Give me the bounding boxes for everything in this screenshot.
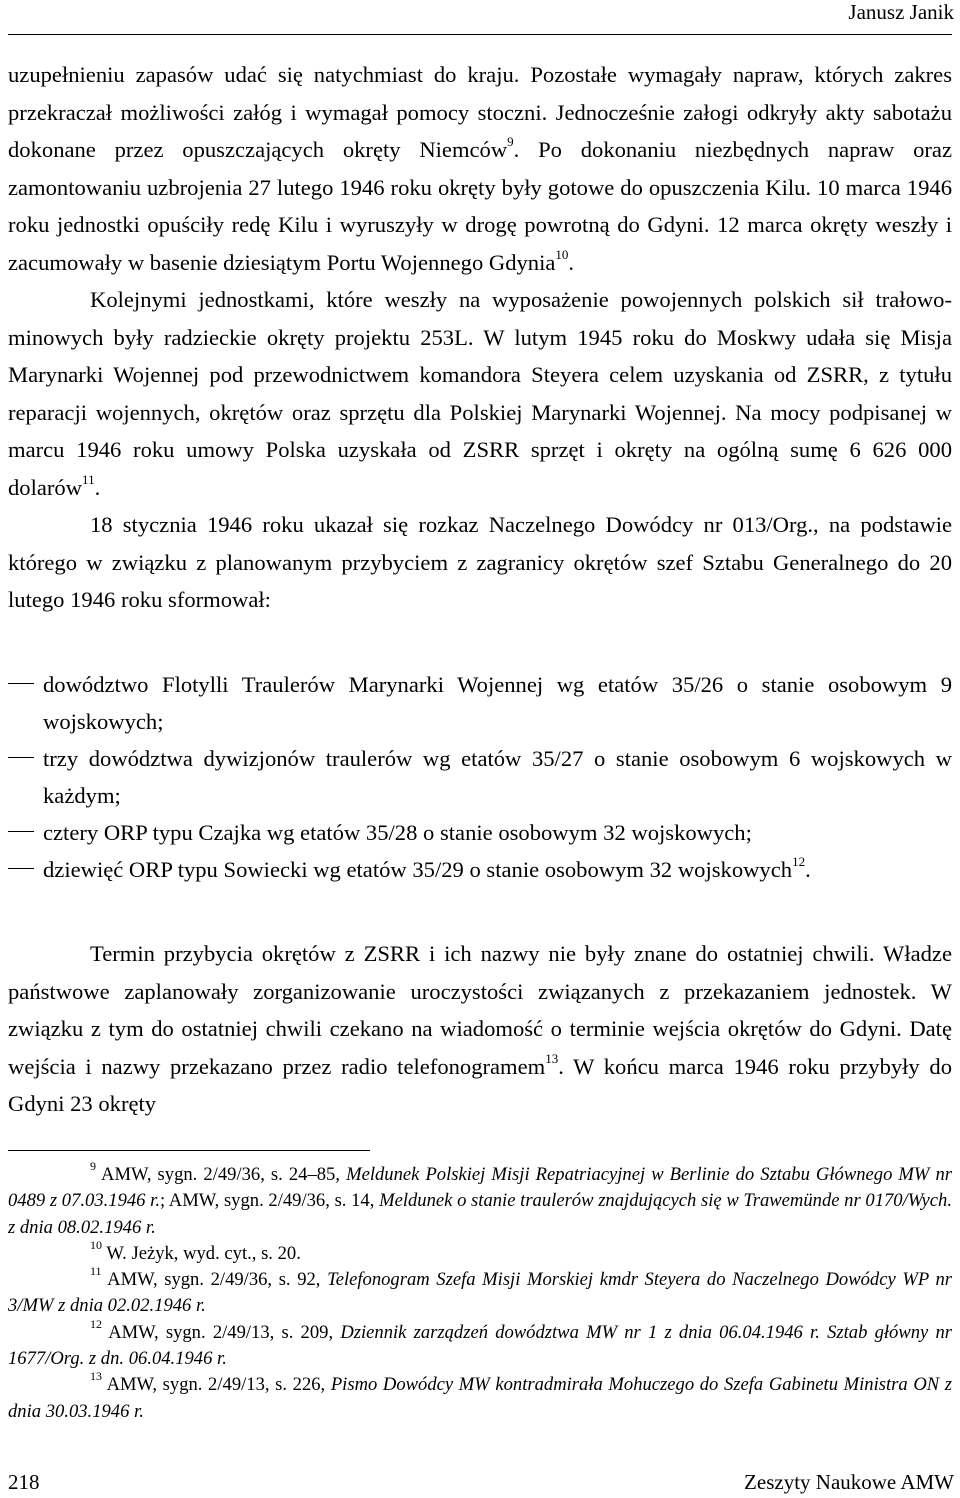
footnote-number: 11: [90, 1264, 102, 1278]
paragraph-1-part-c: .: [568, 249, 575, 275]
footnote-ref-12[interactable]: 12: [792, 854, 806, 870]
footnote-ref-11[interactable]: 11: [82, 471, 95, 487]
footnotes: [8, 1158, 953, 1425]
list-item-end: .: [805, 857, 811, 882]
list-item-text: dziewięć ORP typu Sowiecki wg etatów 35/29 o stanie osobowym 32 wojskowych: [43, 857, 793, 882]
list-dash: [8, 757, 34, 758]
paragraph-3: 18 stycznia 1946 roku ukazał się rozkaz Naczelnego Dowódcy nr 013/Org., na podstawie którego w związku z planowanym przybyciem z zagranicy okrętów szef Sztabu Generalnego do 20 lutego 1946 roku sformował:: [8, 512, 952, 612]
paragraph-2-part-b: .: [94, 474, 101, 500]
footnote-title: Dziennik zarządzeń dowództwa MW nr 1 z dnia 06.04.1946 r. Sztab główny nr 1677/Org. z dn. 06.04.1946 r.: [8, 1321, 953, 1370]
unit-list: [8, 666, 952, 888]
body-text-bottom: [8, 935, 952, 1123]
footnote-title: Pismo Dowódcy MW kontradmirała Mohuczego do Szefa Gabinetu Ministra ON z dnia 30.03.1946 r.: [8, 1374, 952, 1422]
footnote-source-2: ; AMW, sygn. 2/49/36, s. 14,: [159, 1190, 380, 1212]
footnote-ref-10[interactable]: 10: [555, 246, 569, 262]
footnote-source: AMW, sygn. 2/49/36, s. 24–85,: [101, 1164, 347, 1185]
paragraph-1: [8, 56, 952, 281]
list-dash: [8, 868, 34, 869]
running-header-author: Janusz Janik: [848, 0, 954, 24]
paragraph-4: [8, 935, 952, 1123]
footnote-12: [8, 1316, 953, 1373]
body-text-top: [8, 56, 952, 619]
footnote-11: [8, 1264, 952, 1320]
footnote-ref-9[interactable]: 9: [507, 134, 514, 150]
paragraph-4-part-b: . W końcu marca 1946 roku przybyły do Gdyni 23 okręty: [8, 1053, 952, 1116]
list-item-text: trzy dowództwa dywizjonów traulerów wg etatów 35/27 o stanie osobowym 6 wojskowych w każdym;: [43, 746, 952, 808]
list-item-text: dowództwo Flotylli Traulerów Marynarki Wojennej wg etatów 35/26 o stanie osobowym 9 wojskowych;: [43, 672, 952, 734]
list-item: [8, 666, 952, 740]
footnote-10: [8, 1237, 952, 1267]
footnote-source: AMW, sygn. 2/49/36, s. 92,: [107, 1269, 328, 1291]
paragraph-4-part-a: Termin przybycia okrętów z ZSRR i ich nazwy nie były znane do ostatniej chwili. Władze państwowe zaplanowały zorganizowanie uroczystości związanych z przekazaniem jednostek. W związku z tym do ostatniej chwili czekano na wiadomość o terminie wejścia okrętów do Gdyni. Datę wejścia i nazwy przekazano przez radio telefonogramem: [8, 941, 952, 1079]
footnote-title: Telefonogram Szefa Misji Morskiej kmdr Steyera do Naczelnego Dowódcy WP nr 3/MW z dnia 02.02.1946 r.: [8, 1269, 952, 1317]
footnote-9: [8, 1158, 953, 1241]
list-item: [8, 851, 952, 888]
footnote-number: 10: [90, 1237, 102, 1252]
paragraph-1-part-a: uzupełnieniu zapasów udać się natychmiast do kraju. Pozostałe wymagały napraw, których zakres przekraczał możliwości załóg i wymagał pomocy stoczni. Jednocześnie załogi odkryły akty sabotażu dokonane przez opuszczających okręty Niemców: [8, 62, 952, 162]
footnote-number: 9: [90, 1158, 96, 1173]
list-item: [8, 740, 952, 814]
footnote-ref-13[interactable]: 13: [545, 1050, 559, 1066]
list-item: [8, 814, 952, 851]
paragraph-2-part-a: Kolejnymi jednostkami, które weszły na wyposażenie powojennych polskich sił trałowo-minowych były radzieckie okręty projektu 253L. W lutym 1945 roku do Moskwy udała się Misja Marynarki Wojennej pod przewodnictwem komandora Steyera celem uzyskania od ZSRR, z tytułu reparacji wojennych, okrętów oraz sprzętu dla Polskiej Marynarki Wojennej. Na mocy podpisanej w marcu 1946 roku umowy Polska uzyskała od ZSRR sprzęt i okręty na ogólną sumę 6 626 000 dolarów: [8, 287, 952, 500]
footnote-number: 13: [90, 1369, 102, 1384]
footnote-source: W. Jeżyk, wyd. cyt., s. 20.: [106, 1242, 301, 1264]
footnote-13: [8, 1369, 952, 1425]
list-item-text: cztery ORP typu Czajka wg etatów 35/28 o stanie osobowym 32 wojskowych;: [43, 820, 752, 845]
footnote-source: AMW, sygn. 2/49/13, s. 209,: [108, 1321, 341, 1343]
page-number: 218: [8, 1470, 40, 1494]
footnote-number: 12: [90, 1316, 102, 1331]
paragraph-2: [8, 281, 952, 506]
paragraph-1-part-b: . Po dokonaniu niezbędnych napraw oraz zamontowaniu uzbrojenia 27 lutego 1946 roku okręty były gotowe do opuszczenia Kilu. 10 marca 1946 roku jednostki opuściły redę Kilu i wyruszyły w drogę powrotną do Gdyni. 12 marca okręty weszły i zacumowały w basenie dziesiątym Portu Wojennego Gdynia: [8, 137, 952, 275]
footnote-source: AMW, sygn. 2/49/13, s. 226,: [106, 1374, 331, 1396]
footnote-title-2: Meldunek o stanie traulerów znajdujących się w Trawemünde nr 0170/Wych. z dnia 08.02.1946 r.: [8, 1190, 952, 1238]
list-dash: [8, 683, 34, 684]
list-dash: [8, 831, 34, 832]
journal-name: Zeszyty Naukowe AMW: [744, 1470, 954, 1494]
footnote-separator: [8, 1150, 370, 1151]
footnote-title: Meldunek Polskiej Misji Repatriacyjnej w Berlinie do Sztabu Głównego MW nr 0489 z 07.03.1946 r.: [8, 1164, 953, 1212]
header-rule: [8, 34, 952, 35]
